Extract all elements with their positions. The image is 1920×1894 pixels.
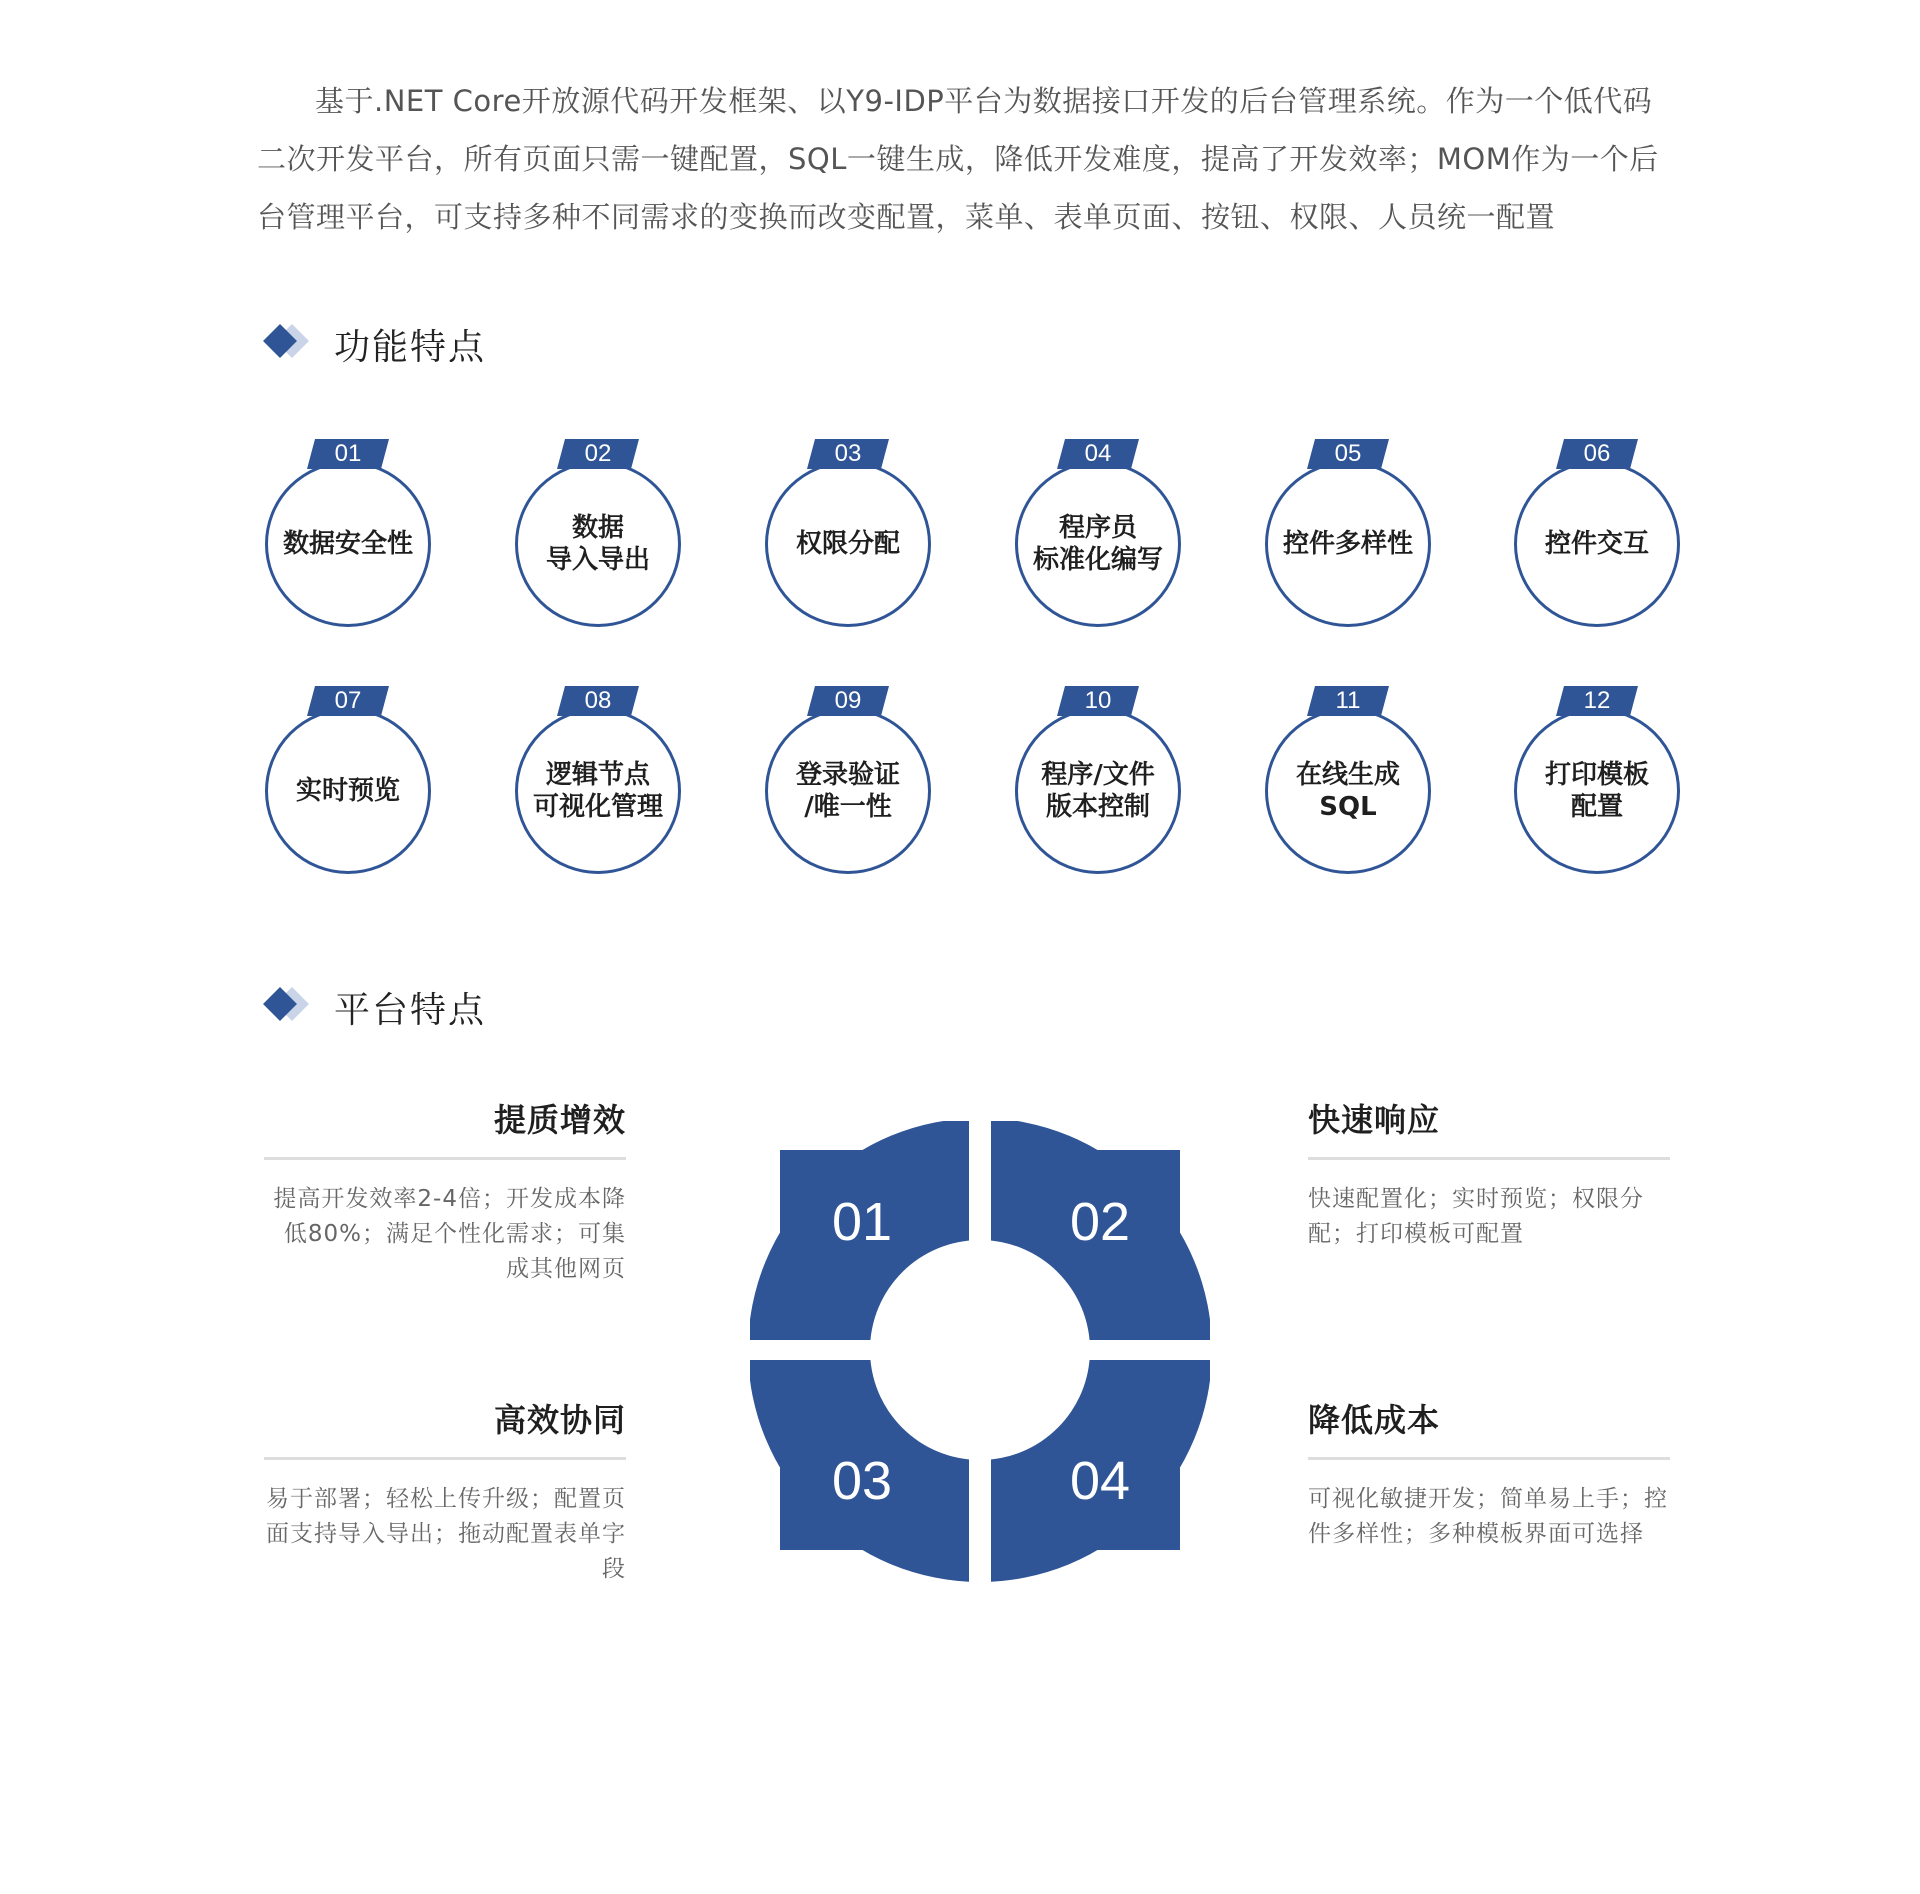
feature-item xyxy=(515,686,681,886)
ring-segment-number: 01 xyxy=(832,1192,893,1252)
ring-svg xyxy=(750,1115,1210,1585)
platform-feature-desc: 快速配置化；实时预览；权限分配；打印模板可配置 xyxy=(1308,1186,1644,1247)
feature-item xyxy=(265,686,431,886)
feature-number-badge xyxy=(557,686,639,716)
feature-item xyxy=(1514,439,1680,639)
platform-section-header xyxy=(262,977,486,1037)
feature-number-badge xyxy=(1057,686,1139,716)
feature-circle xyxy=(765,461,931,627)
feature-number: 11 xyxy=(1335,687,1361,714)
feature-circle xyxy=(1514,461,1680,627)
platform-feature-title: 快速响应 xyxy=(1308,1095,1670,1160)
feature-number-badge xyxy=(307,686,389,716)
feature-circle xyxy=(515,461,681,627)
feature-label: 控件多样性 xyxy=(1282,529,1413,559)
feature-number: 09 xyxy=(834,687,862,714)
platform-feature-block xyxy=(264,1095,626,1287)
feature-label: 控件交互 xyxy=(1544,529,1649,559)
feature-label: 登录验证 /唯一性 xyxy=(795,760,900,822)
feature-item xyxy=(765,439,931,639)
platform-ring-graphic xyxy=(750,1115,1210,1585)
feature-number: 01 xyxy=(334,440,362,467)
ring-segment-number: 02 xyxy=(1070,1192,1131,1252)
platform-feature-block xyxy=(264,1395,626,1587)
feature-number: 05 xyxy=(1334,440,1362,467)
features-section-title: 功能特点 xyxy=(334,326,487,368)
platform-feature-title: 高效协同 xyxy=(264,1395,626,1460)
platform-feature-desc: 提高开发效率2-4倍；开发成本降低80%；满足个性化需求；可集成其他网页 xyxy=(273,1186,626,1282)
feature-label: 数据安全性 xyxy=(282,529,413,559)
feature-number: 04 xyxy=(1084,440,1112,467)
ring-segment-number: 04 xyxy=(1070,1451,1131,1511)
feature-number: 02 xyxy=(584,440,612,467)
feature-circle xyxy=(265,461,431,627)
feature-item xyxy=(1265,439,1431,639)
feature-number-badge xyxy=(307,439,389,469)
feature-label: 实时预览 xyxy=(295,776,400,806)
platform-feature-desc: 可视化敏捷开发；简单易上手；控件多样性；多种模板界面可选择 xyxy=(1308,1486,1668,1547)
feature-number-badge xyxy=(1307,686,1389,716)
diamond-bullet-icon xyxy=(262,981,314,1033)
feature-label: 逻辑节点 可视化管理 xyxy=(532,760,663,822)
feature-item xyxy=(1514,686,1680,886)
platform-feature-block xyxy=(1308,1395,1670,1552)
feature-label: 程序/文件 版本控制 xyxy=(1041,760,1155,822)
feature-circle xyxy=(1015,708,1181,874)
feature-circle xyxy=(515,708,681,874)
feature-item xyxy=(515,439,681,639)
feature-number: 07 xyxy=(334,687,362,714)
ring-segment-number: 03 xyxy=(832,1451,893,1511)
feature-label: 在线生成 SQL xyxy=(1295,760,1400,822)
feature-item xyxy=(1015,686,1181,886)
feature-item xyxy=(765,686,931,886)
diamond-bullet-icon xyxy=(262,318,314,370)
feature-number-badge xyxy=(807,439,889,469)
feature-label: 权限分配 xyxy=(795,529,900,559)
feature-number-badge xyxy=(1057,439,1139,469)
feature-circle xyxy=(1514,708,1680,874)
feature-number: 03 xyxy=(834,440,862,467)
feature-label: 打印模板 配置 xyxy=(1544,760,1649,822)
feature-number: 10 xyxy=(1084,687,1112,714)
platform-feature-title: 降低成本 xyxy=(1308,1395,1670,1460)
intro-paragraph: 基于.NET Core开放源代码开发框架、以Y9-IDP平台为数据接口开发的后台管理系统。作为一个低代码二次开发平台，所有页面只需一键配置，SQL一键生成，降低开发难度，提高了开发效率；MOM作为一个后台管理平台，可支持多种不同需求的变换而改变配置，菜单、表单页面、按钮、权限、人员统一配置 xyxy=(257,84,1659,234)
platform-section-title: 平台特点 xyxy=(334,989,487,1031)
feature-number-badge xyxy=(1556,439,1638,469)
feature-number: 08 xyxy=(584,687,612,714)
feature-number: 06 xyxy=(1583,440,1611,467)
feature-label: 程序员 标准化编写 xyxy=(1032,513,1163,575)
feature-number-badge xyxy=(1556,686,1638,716)
feature-item xyxy=(1015,439,1181,639)
feature-circle xyxy=(1265,708,1431,874)
platform-feature-desc: 易于部署；轻松上传升级；配置页面支持导入导出；拖动配置表单字段 xyxy=(266,1486,626,1582)
features-section-header xyxy=(262,314,486,374)
feature-circle xyxy=(1265,461,1431,627)
feature-item xyxy=(1265,686,1431,886)
platform-feature-title: 提质增效 xyxy=(264,1095,626,1160)
platform-feature-block xyxy=(1308,1095,1670,1252)
feature-item xyxy=(265,439,431,639)
feature-circle xyxy=(265,708,431,874)
feature-number-badge xyxy=(807,686,889,716)
feature-number: 12 xyxy=(1583,687,1611,714)
feature-number-badge xyxy=(1307,439,1389,469)
feature-number-badge xyxy=(557,439,639,469)
feature-label: 数据 导入导出 xyxy=(545,513,650,575)
feature-circle xyxy=(1015,461,1181,627)
feature-circle xyxy=(765,708,931,874)
